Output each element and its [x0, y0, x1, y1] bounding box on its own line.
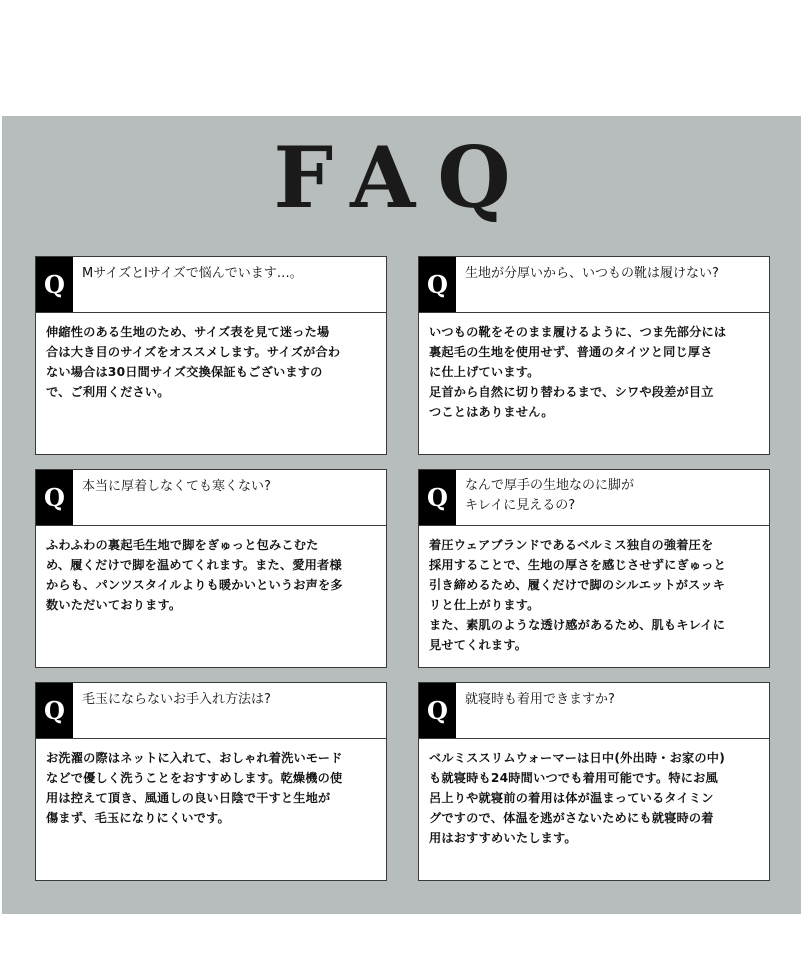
faq-heading: FAQ — [273, 128, 533, 227]
question-text: なんで厚手の生地なのに脚が キレイに見えるの? — [465, 478, 635, 513]
q-badge-icon: Q — [419, 257, 456, 312]
answer-text: 着圧ウェアブランドであるベルミス独自の強着圧を 採用することで、生地の厚さを感じさせずにぎゅっと 引き締めるため、履くだけで脚のシルエットがスッキ リと仕上がります。 また、素肌のような透け感があるため、肌もキレイに 見せてくれます。 — [429, 538, 727, 652]
answer-text: いつもの靴をそのまま履けるように、つま先部分には 裏起毛の生地を使用せず、普通のタイツと同じ厚さ に仕上げています。 足首から自然に切り替わるまで、シワや段差が目立 つことはありません。 — [429, 325, 727, 419]
answer-text: ベルミススリムウォーマーは日中(外出時・お家の中) も就寝時も24時間いつでも着用可能です。特にお風 呂上りや就寝前の着用は体が温まっているタイミン グですので、体温を逃がさないためにも就寝時の着 用はおすすめいたします。 — [429, 751, 725, 845]
question-header — [36, 683, 386, 739]
question-header — [419, 470, 769, 526]
question-text: 毛玉にならないお手入れ方法は? — [82, 692, 271, 707]
q-badge-icon: Q — [36, 257, 73, 312]
question-text: 生地が分厚いから、いつもの靴は履けない? — [465, 266, 719, 281]
faq-card-pilling — [35, 682, 387, 881]
question-text: 本当に厚着しなくても寒くない? — [82, 479, 271, 494]
q-badge-icon: Q — [36, 470, 73, 525]
question-text: Mサイズとlサイズで悩んでいます…。 — [82, 266, 303, 281]
answer-text: お洗濯の際はネットに入れて、おしゃれ着洗いモード などで優しく洗うことをおすすめします。乾燥機の使 用は控えて頂き、風通しの良い日陰で干すと生地が 傷まず、毛玉になりにくいです。 — [46, 751, 343, 825]
q-badge-icon: Q — [419, 683, 456, 738]
q-badge-icon: Q — [419, 470, 456, 525]
faq-card-warmth — [35, 469, 387, 668]
answer-text: ふわふわの裏起毛生地で脚をぎゅっと包みこむた め、履くだけで脚を温めてくれます。また、愛用者様 からも、パンツスタイルよりも暖かいというお声を多 数いただいております。 — [46, 538, 343, 612]
q-badge-icon: Q — [36, 683, 73, 738]
question-header — [419, 683, 769, 739]
faq-card-shoes — [418, 256, 770, 455]
faq-card-sleep — [418, 682, 770, 881]
answer-text: 伸縮性のある生地のため、サイズ表を見て迷った場 合は大き目のサイズをオススメします。サイズが合わ ない場合は30日間サイズ交換保証もございますの で、ご利用ください。 — [46, 325, 341, 399]
faq-card-size — [35, 256, 387, 455]
question-header — [419, 257, 769, 313]
question-header — [36, 470, 386, 526]
question-text: 就寝時も着用できますか? — [465, 692, 615, 707]
faq-card-slim-look — [418, 469, 770, 668]
question-header — [36, 257, 386, 313]
